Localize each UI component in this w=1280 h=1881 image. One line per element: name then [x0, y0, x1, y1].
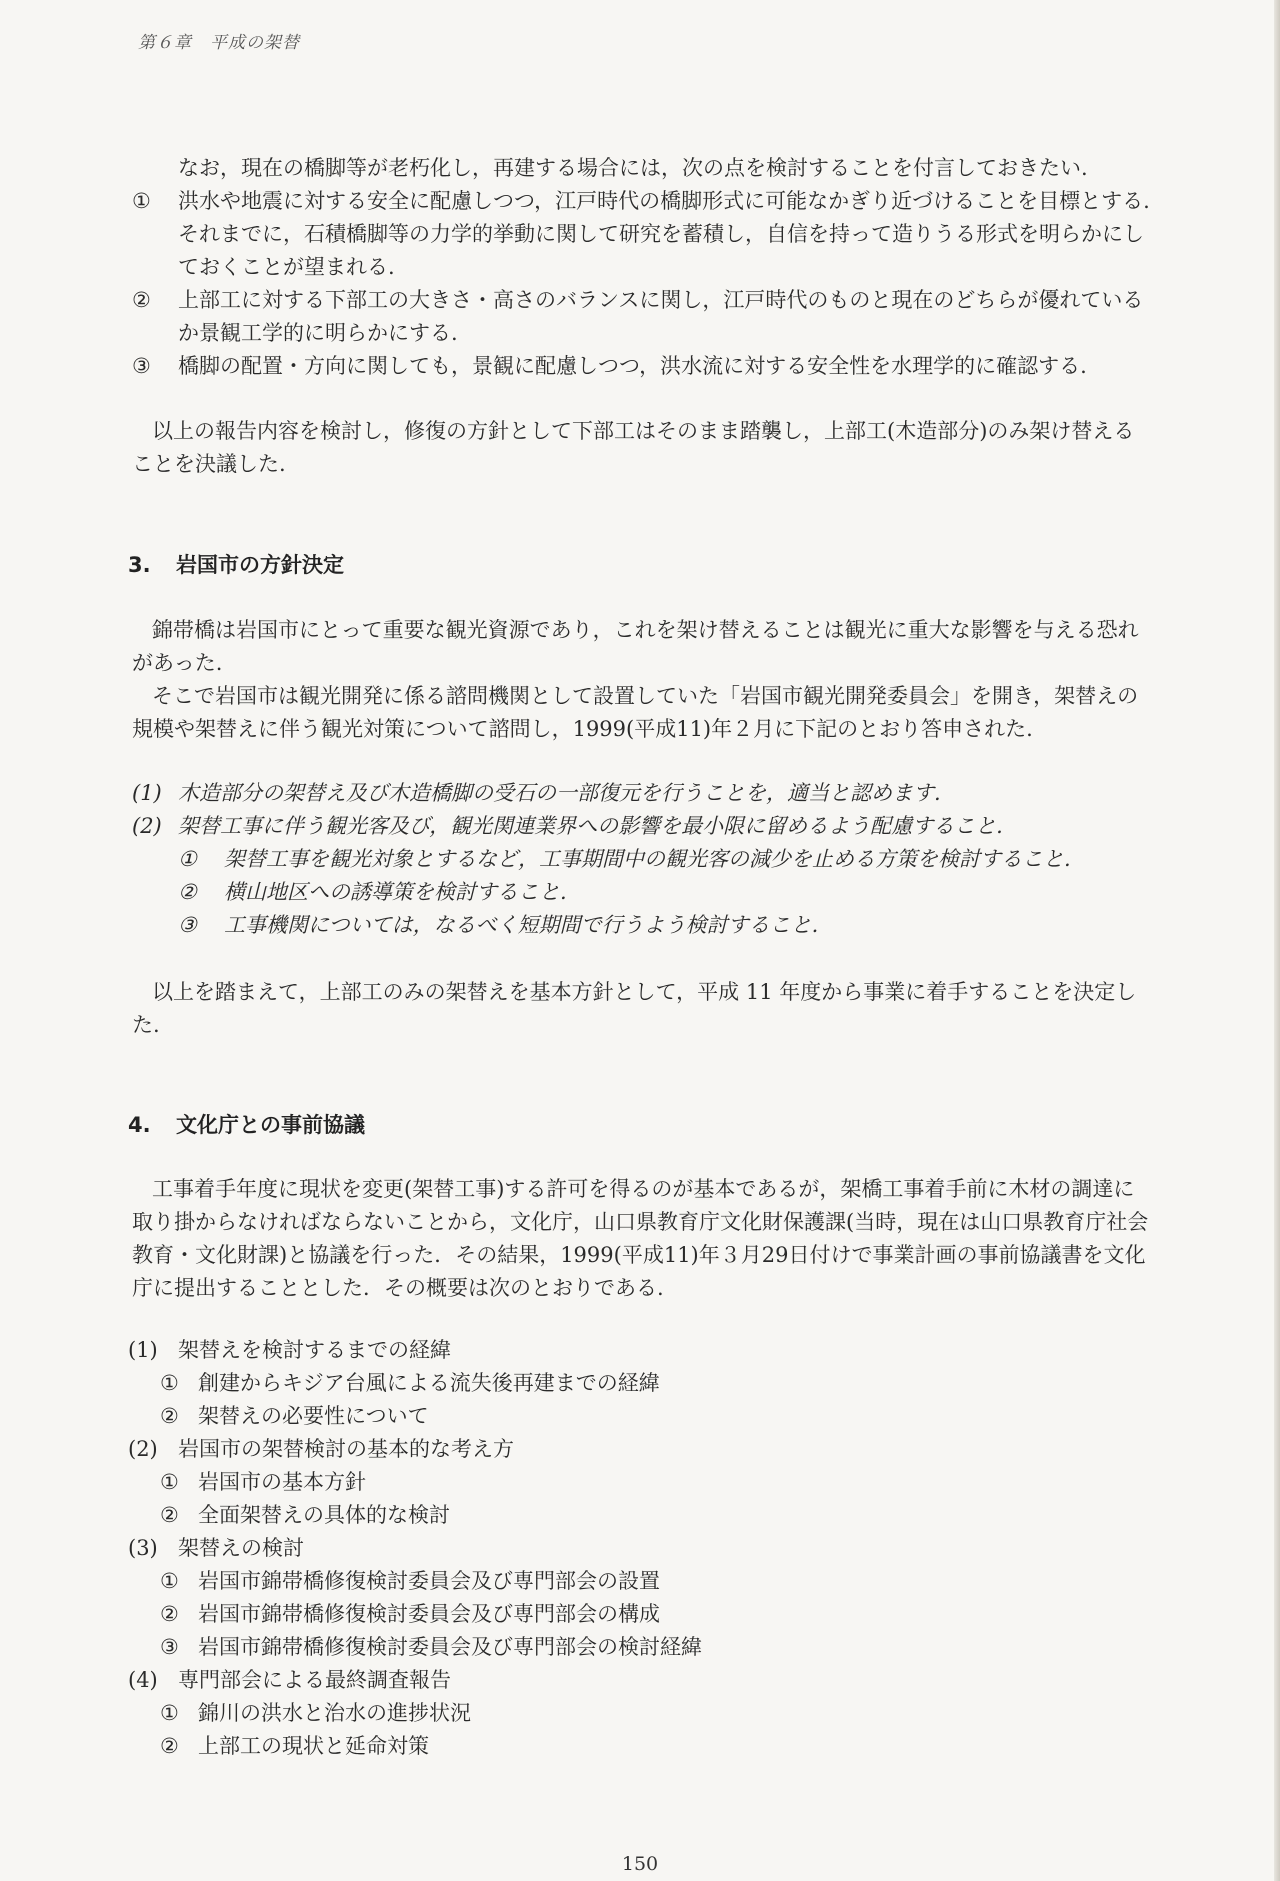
- report-subitem-mark: ①: [178, 847, 197, 871]
- section-4-paragraph-line: 工事着手年度に現状を変更(架替工事)する許可を得るのが基本であるが，架橋工事着手前に木材の調達に: [152, 1177, 1135, 1201]
- outline-sub-mark: ①: [160, 1470, 179, 1494]
- outline-sub-item: 岩国市の基本方針: [198, 1470, 366, 1494]
- section-title: 岩国市の方針決定: [176, 553, 344, 577]
- intro-conclusion-line: ことを決議した.: [132, 452, 286, 476]
- report-subitem-mark: ②: [178, 880, 197, 904]
- section-3-heading: [128, 549, 344, 579]
- intro-item-mark: ③: [132, 354, 151, 378]
- section-3-paragraph-line: そこで岩国市は観光開発に係る諮問機関として設置していた「岩国市観光開発委員会」を開き，架替えの: [152, 684, 1139, 708]
- outline-sub-item: 創建からキジア台風による流失後再建までの経緯: [198, 1371, 660, 1395]
- outline-sub-mark: ①: [160, 1371, 179, 1395]
- outline-sub-mark: ②: [160, 1404, 179, 1428]
- outline-sub-item: 全面架替えの具体的な検討: [198, 1503, 450, 1527]
- intro-lead: なお，現在の橋脚等が老朽化し，再建する場合には，次の点を検討することを付言しておきたい.: [178, 156, 1088, 180]
- outline-mark: (3): [128, 1536, 158, 1560]
- intro-item-mark: ①: [132, 189, 151, 213]
- intro-item-line: 上部工に対する下部工の大きさ・高さのバランスに関し，江戸時代のものと現在のどちらが優れている: [178, 288, 1144, 312]
- page-edge-shadow: [1274, 0, 1280, 1881]
- outline-sub-item: 岩国市錦帯橋修復検討委員会及び専門部会の設置: [198, 1569, 660, 1593]
- report-item-text: 架替工事に伴う観光客及び，観光関連業界への影響を最小限に留めるよう配慮すること.: [178, 814, 1003, 838]
- section-3-conclusion-line: 以上を踏まえて，上部工のみの架替えを基本方針として，平成 11 年度から事業に着手することを決定し: [152, 980, 1137, 1004]
- section-number: 4.: [128, 1113, 151, 1137]
- outline-item: 専門部会による最終調査報告: [178, 1668, 451, 1692]
- report-subitem-text: 架替工事を観光対象とするなど，工事期間中の観光客の減少を止める方策を検討すること.: [224, 847, 1071, 871]
- outline-sub-item: 岩国市錦帯橋修復検討委員会及び専門部会の構成: [198, 1602, 660, 1626]
- section-4-paragraph-line: 取り掛からなければならないことから，文化庁，山口県教育庁文化財保護課(当時，現在は山口県教育庁社会: [132, 1210, 1149, 1234]
- section-3-paragraph-line: があった.: [132, 651, 223, 675]
- outline-sub-item: 架替えの必要性について: [198, 1404, 429, 1428]
- section-3-conclusion-line: た.: [132, 1013, 160, 1037]
- outline-sub-item: 上部工の現状と延命対策: [198, 1734, 429, 1758]
- outline-sub-mark: ①: [160, 1569, 179, 1593]
- report-item-mark: (1): [132, 781, 162, 805]
- report-subitem-text: 工事機関については，なるべく短期間で行うよう検討すること.: [224, 913, 819, 937]
- outline-sub-item: 岩国市錦帯橋修復検討委員会及び専門部会の検討経緯: [198, 1635, 702, 1659]
- section-3-paragraph-line: 錦帯橋は岩国市にとって重要な観光資源であり，これを架け替えることは観光に重大な影響を与える恐れ: [152, 618, 1139, 642]
- outline-sub-mark: ②: [160, 1602, 179, 1626]
- running-header: 第６章 平成の架替: [138, 33, 300, 53]
- section-4-heading: [128, 1109, 365, 1139]
- intro-item-line: それまでに，石積橋脚等の力学的挙動に関して研究を蓄積し，自信を持って造りうる形式を明らかにし: [178, 222, 1144, 246]
- outline-mark: (2): [128, 1437, 158, 1461]
- section-title: 文化庁との事前協議: [176, 1113, 365, 1137]
- report-subitem-text: 横山地区への誘導策を検討すること.: [224, 880, 567, 904]
- report-item-text: 木造部分の架替え及び木造橋脚の受石の一部復元を行うことを，適当と認めます.: [178, 781, 941, 805]
- outline-item: 架替えの検討: [178, 1536, 304, 1560]
- intro-item-line: ておくことが望まれる.: [178, 255, 395, 279]
- outline-sub-item: 錦川の洪水と治水の進捗状況: [198, 1701, 471, 1725]
- report-subitem-mark: ③: [178, 913, 197, 937]
- intro-item-line: 橋脚の配置・方向に関しても，景観に配慮しつつ，洪水流に対する安全性を水理学的に確認する.: [178, 354, 1087, 378]
- intro-conclusion-line: 以上の報告内容を検討し，修復の方針として下部工はそのまま踏襲し，上部工(木造部分)のみ架け替える: [152, 419, 1135, 443]
- outline-sub-mark: ②: [160, 1503, 179, 1527]
- section-4-paragraph-line: 庁に提出することとした．その概要は次のとおりである.: [132, 1276, 664, 1300]
- outline-mark: (4): [128, 1668, 158, 1692]
- outline-sub-mark: ②: [160, 1734, 179, 1758]
- outline-item: 架替えを検討するまでの経緯: [178, 1338, 451, 1362]
- outline-mark: (1): [128, 1338, 158, 1362]
- intro-item-mark: ②: [132, 288, 151, 312]
- outline-sub-mark: ③: [160, 1635, 179, 1659]
- outline-item: 岩国市の架替検討の基本的な考え方: [178, 1437, 514, 1461]
- intro-item-line: か景観工学的に明らかにする.: [178, 321, 458, 345]
- report-item-mark: (2): [132, 814, 162, 838]
- section-number: 3.: [128, 553, 151, 577]
- section-4-paragraph-line: 教育・文化財課)と協議を行った．その結果，1999(平成11)年３月29日付けで事業計画の事前協議書を文化: [132, 1243, 1146, 1267]
- page-number: 150: [621, 1853, 659, 1875]
- section-3-paragraph-line: 規模や架替えに伴う観光対策について諮問し，1999(平成11)年２月に下記のとおり答申された.: [132, 717, 1033, 741]
- intro-item-line: 洪水や地震に対する安全に配慮しつつ，江戸時代の橋脚形式に可能なかぎり近づけることを目標とする.: [178, 189, 1150, 213]
- outline-sub-mark: ①: [160, 1701, 179, 1725]
